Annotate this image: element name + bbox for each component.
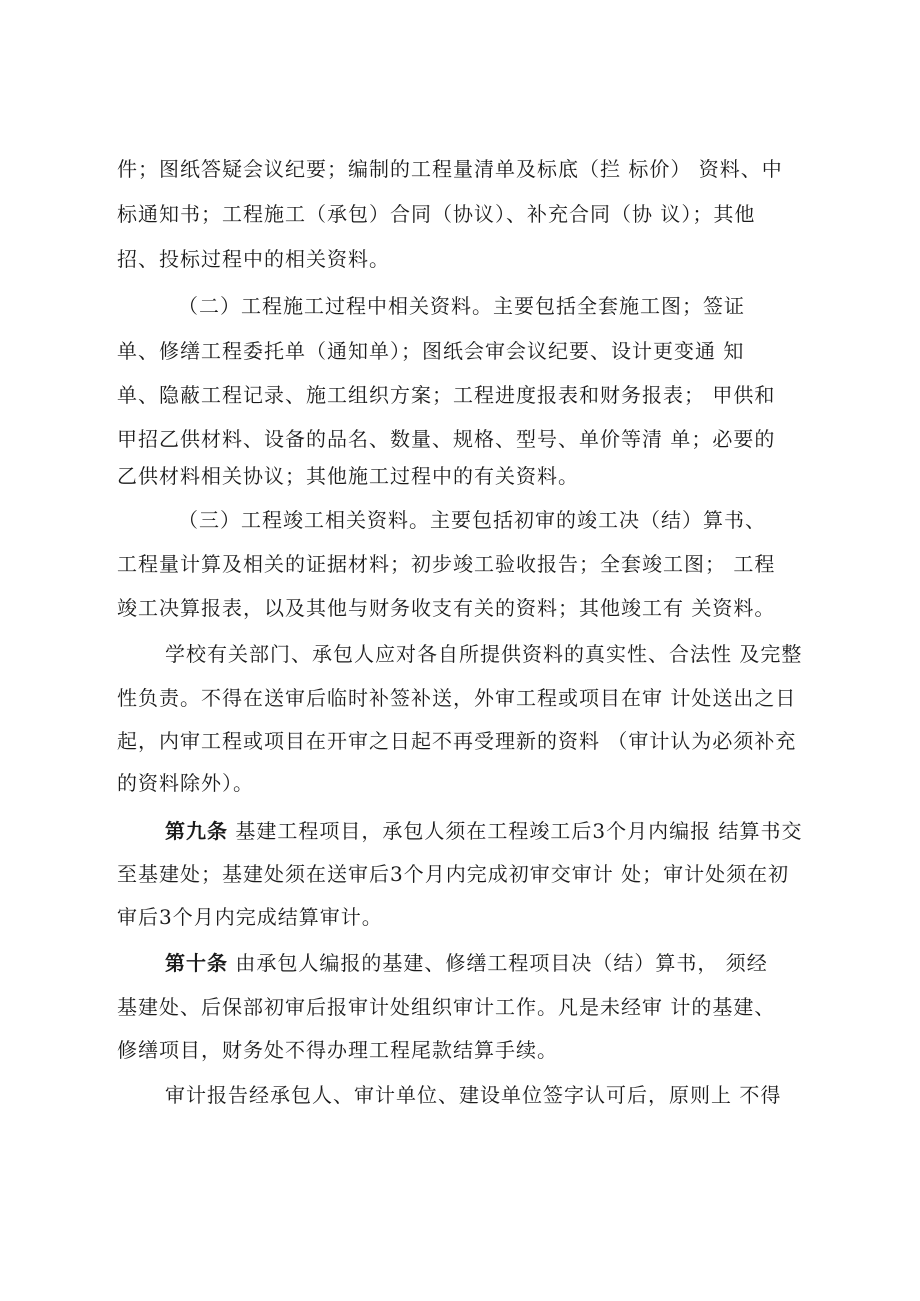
text-line: 竣工决算报表，以及其他与财务收支有关的资料；其他竣工有 关资料。: [117, 596, 776, 620]
text-line: 招、投标过程中的相关资料。: [117, 247, 390, 271]
text-line: 基建处、后保部初审后报审计处组织审计工作。凡是未经审 计的基建、: [117, 995, 776, 1019]
text-line: （二）工程施工过程中相关资料。主要包括全套施工图；签证: [178, 294, 745, 318]
text-line: 单、修缮工程委托单（通知单）；图纸会审会议纪要、设计更变通 知: [117, 339, 745, 363]
article-9-line: [165, 817, 802, 845]
text-line: 学校有关部门、承包人应对各自所提供资料的真实性、合法性 及完整: [165, 642, 803, 666]
text-line: 乙供材料相关协议；其他施工过程中的有关资料。: [117, 464, 579, 488]
text-line: 的资料除外）。: [117, 771, 254, 795]
text-line: 性负责。不得在送审后临时补签补送，外审工程或项目在审 计处送出之日: [117, 686, 797, 710]
article-9-heading: 第九条: [165, 819, 228, 843]
article-10-line: [165, 949, 768, 977]
text-line: 标通知书；工程施工（承包）合同（协议）、补充合同（协 议）；其他: [117, 202, 756, 226]
article-10-text: 由承包人编报的基建、修缮工程项目决（结）算书， 须经: [235, 951, 768, 975]
text-line: （三）工程竣工相关资料。主要包括初审的竣工决（结）算书、: [178, 508, 766, 532]
article-9-text: 基建工程项目，承包人须在工程竣工后3个月内编报 结算书交: [235, 819, 803, 843]
text-line: 审后3个月内完成结算审计。: [117, 905, 383, 929]
text-line: 修缮项目，财务处不得办理工程尾款结算手续。: [117, 1038, 558, 1062]
text-line: 至基建处；基建处须在送审后3个月内完成初审交审计 处；审计处须在初: [117, 862, 790, 886]
article-10-heading: 第十条: [165, 951, 228, 975]
text-line: 件；图纸答疑会议纪要；编制的工程量清单及标底（拦 标价） 资料、中: [117, 157, 783, 181]
text-line: 甲招乙供材料、设备的品名、数量、规格、型号、单价等清 单；必要的: [117, 427, 776, 451]
text-line: 单、隐蔽工程记录、施工组织方案；工程进度报表和财务报表； 甲供和: [117, 383, 776, 407]
text-line: 起，内审工程或项目在开审之日起不再受理新的资料 （审计认为必须补充: [117, 729, 797, 753]
text-line: 工程量计算及相关的证据材料；初步竣工验收报告；全套竣工图； 工程: [117, 552, 776, 576]
text-line: 审计报告经承包人、审计单位、建设单位签字认可后，原则上 不得: [165, 1083, 782, 1107]
